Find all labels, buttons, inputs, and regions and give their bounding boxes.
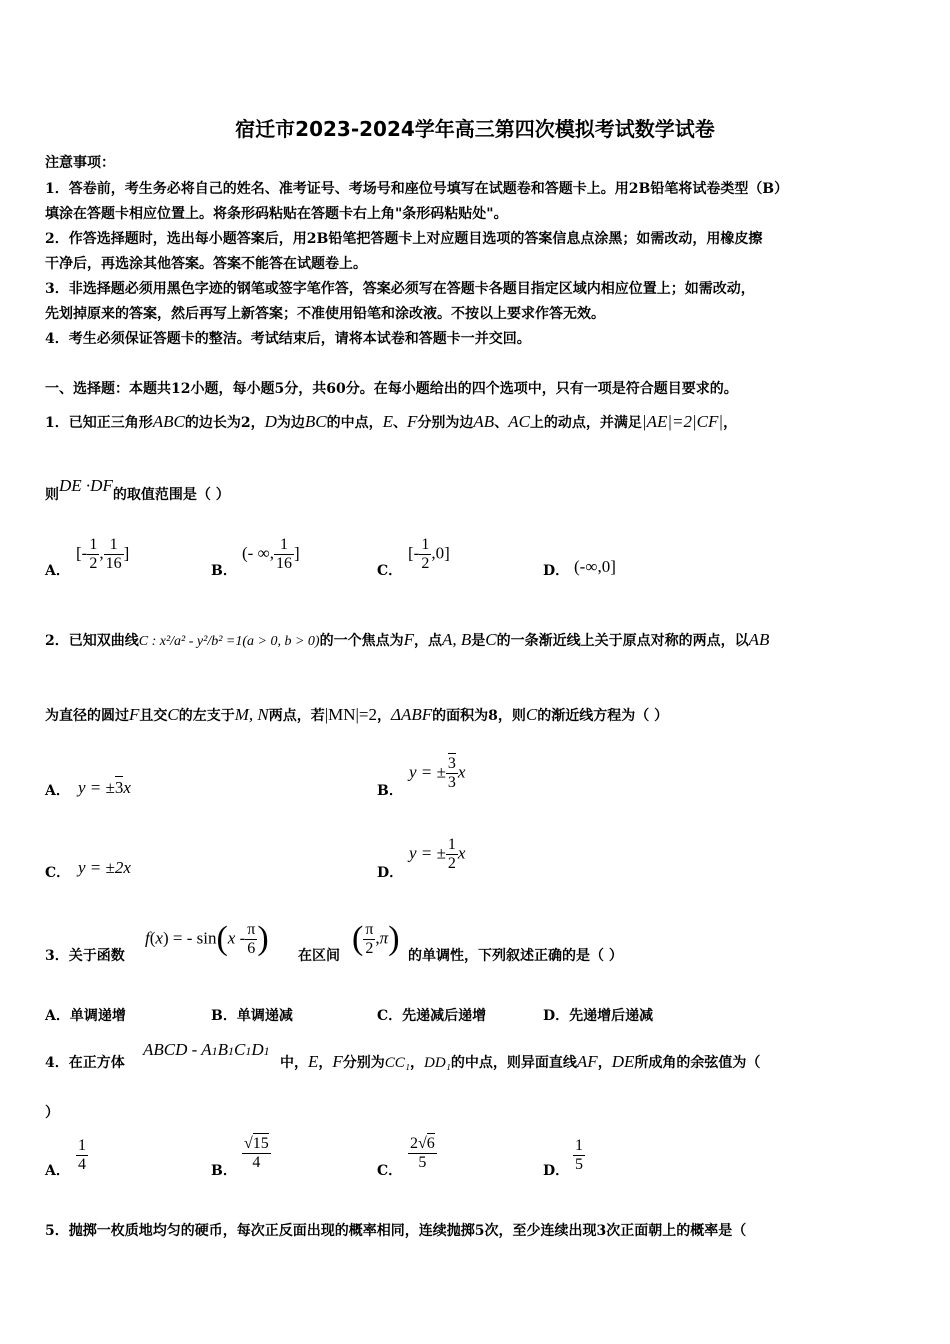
text: ( — [216, 920, 228, 957]
option-c-label: C． — [45, 865, 71, 881]
q3-function — [145, 920, 269, 958]
math: AC — [508, 412, 530, 431]
question-4-rest — [280, 1052, 760, 1072]
text: ( — [149, 928, 156, 948]
q2-option-d[interactable] — [409, 836, 465, 872]
text: 2．已知双曲线 — [45, 633, 139, 649]
text: 为直径的圆过 — [45, 708, 129, 724]
text: 为边 — [276, 415, 305, 431]
option-b-label: B． — [211, 1163, 237, 1179]
text: x — [457, 762, 466, 782]
text: [- — [408, 543, 420, 563]
frac: $\frac{1}{4}$ — [78, 1137, 86, 1173]
q3-option-b[interactable]: B．单调递减 — [211, 1008, 293, 1024]
frac: $\frac{1}{2}$ — [89, 536, 98, 572]
text: ] — [293, 543, 300, 563]
math: CC₁ — [384, 1055, 411, 1071]
text: 是 — [471, 633, 486, 649]
frac: $\frac{\pi}{2}$ — [365, 920, 374, 957]
option-a-label: A． — [45, 783, 70, 799]
frac: $\frac{2√6}{5}$ — [410, 1135, 435, 1171]
q1-option-d[interactable]: (-∞,0] — [574, 557, 616, 576]
text: , — [99, 543, 104, 563]
text: ) — [388, 920, 400, 957]
text: 4．在正方体 — [45, 1055, 125, 1071]
math: BC — [304, 412, 327, 431]
math: D — [264, 412, 277, 431]
text: ) = - sin — [162, 928, 217, 948]
notice-line: 填涂在答题卡相应位置上。将条形码粘贴在答题卡右上角"条形码粘贴处"。 — [45, 206, 508, 222]
q2-option-b[interactable] — [409, 755, 465, 791]
text: 的渐近线方程为（ ） — [537, 708, 669, 724]
text: ， — [597, 1055, 612, 1071]
math: DE — [611, 1052, 635, 1071]
text: ( — [352, 920, 364, 957]
text: y = ± — [409, 843, 446, 863]
text: 的中点，则异面直线 — [450, 1055, 577, 1071]
q2-option-a[interactable]: y = ±3x — [78, 778, 131, 797]
math: E — [308, 1052, 319, 1071]
question-1 — [45, 412, 737, 432]
text: 上的动点，并满足 — [529, 415, 642, 431]
math: C : x²/a² - y²/b² =1(a > 0, b > 0) — [138, 634, 320, 649]
q3-option-d[interactable]: D．先递增后递减 — [543, 1008, 654, 1024]
math: |MN|=2 — [324, 705, 378, 724]
math: F — [332, 1052, 343, 1071]
notice-line: 1．答卷前，考生务必将自己的姓名、准考证号、考场号和座位号填写在试题卷和答题卡上。用2B铅笔将试卷类型（B） — [45, 181, 789, 197]
option-d-label: D． — [377, 865, 404, 881]
frac: $\frac{1}{2}$ — [447, 836, 456, 872]
q3-interval — [352, 920, 400, 958]
text: y = ± — [409, 762, 446, 782]
math: M, N — [234, 705, 269, 724]
q4-option-d[interactable] — [573, 1137, 585, 1173]
text: f — [145, 928, 150, 948]
text: ， — [723, 415, 738, 431]
q1-option-c[interactable] — [408, 536, 450, 572]
q1-option-a[interactable] — [76, 536, 129, 572]
text: 3．关于函数 — [45, 948, 125, 964]
q1-option-b[interactable] — [242, 536, 300, 572]
text: , — [375, 928, 380, 948]
text: 1．已知正三角形 — [45, 415, 153, 431]
sqrt: 3 — [114, 778, 124, 797]
notice-line: 4．考生必须保证答题卡的整洁。考试结束后，请将本试卷和答题卡一并交回。 — [45, 331, 531, 347]
math: |AE|=2|CF| — [641, 412, 724, 431]
text: 的一个焦点为 — [319, 633, 404, 649]
text: ， — [318, 1055, 333, 1071]
frac: $\frac{3}{3}$ — [447, 755, 456, 791]
text: ，点 — [413, 633, 442, 649]
notice-line: 3．非选择题必须用黑色字迹的钢笔或签字笔作答，答案必须写在答题卡各题目指定区域内相应位置上；如需改动， — [45, 281, 755, 297]
q4-option-a[interactable] — [76, 1137, 88, 1173]
text: x — [155, 928, 163, 948]
text: ] — [123, 543, 130, 563]
q4-cube: ABCD - A1B1C1D1 — [143, 1040, 270, 1059]
notice-heading: 注意事项： — [45, 155, 115, 171]
math: F — [129, 705, 140, 724]
math: AB — [748, 630, 770, 649]
text: 则 — [45, 487, 59, 503]
frac: $\frac{√15}{4}$ — [244, 1135, 269, 1171]
text: ， — [410, 1055, 425, 1071]
text: x — [457, 843, 466, 863]
option-d-label: D． — [543, 563, 570, 579]
q4-option-b[interactable] — [242, 1135, 271, 1171]
q3-text: 的单调性，下列叙述正确的是（ ） — [408, 948, 623, 964]
option-d-label: D． — [543, 1163, 570, 1179]
text: ,0] — [431, 543, 450, 563]
text: 所成角的余弦值为（ — [634, 1055, 761, 1071]
math: F — [407, 412, 418, 431]
text: ， — [377, 708, 392, 724]
frac: $\frac{1}{16}$ — [275, 536, 292, 572]
text: 中， — [280, 1055, 308, 1071]
notice-line: 2．作答选择题时，选出每小题答案后，用2B铅笔把答题卡上对应题目选项的答案信息点涂黑；如需改动，用橡皮擦 — [45, 231, 763, 247]
question-4-close: ） — [45, 1105, 59, 1121]
notice-line: 先划掉原来的答案，然后再写上新答案；不准使用铅笔和涂改液。不按以上要求作答无效。 — [45, 306, 605, 322]
question-4 — [45, 1052, 125, 1072]
text: 的取值范围是（ ） — [112, 487, 230, 503]
math: C — [167, 705, 179, 724]
math: DE ·DF — [59, 476, 113, 495]
text: π — [379, 928, 389, 948]
frac: $\frac{1}{2}$ — [421, 536, 430, 572]
frac: $\frac{\pi}{6}$ — [247, 920, 256, 957]
notice-line: 干净后，再选涂其他答案。答案不能答在试题卷上。 — [45, 256, 367, 272]
q3-option-a[interactable]: A．单调递增 — [45, 1008, 126, 1024]
option-c-label: C． — [377, 563, 403, 579]
text: x - — [227, 928, 246, 948]
math: E — [382, 412, 394, 431]
frac: $\frac{1}{5}$ — [575, 1137, 583, 1173]
text: 的边长为2， — [184, 415, 265, 431]
math: ABC — [152, 412, 185, 431]
text: 的中点， — [326, 415, 383, 431]
math: F — [403, 630, 414, 649]
q3-text: 在区间 — [298, 948, 340, 964]
text: 、 — [393, 415, 408, 431]
math: AB — [473, 412, 495, 431]
option-b-label: B． — [211, 563, 237, 579]
option-c-label: C． — [377, 1163, 403, 1179]
math: C — [485, 630, 497, 649]
question-3 — [45, 945, 125, 965]
option-a-label: A． — [45, 563, 70, 579]
text: 且交 — [139, 708, 168, 724]
text: 、 — [494, 415, 509, 431]
math: A, B — [441, 630, 472, 649]
question-2-line2 — [45, 705, 668, 725]
text: 的左支于 — [178, 708, 235, 724]
math: AF — [576, 1052, 598, 1071]
text: 的面积为8，则 — [432, 708, 526, 724]
q2-option-c[interactable]: y = ±2x — [78, 858, 131, 877]
q3-option-c[interactable]: C．先递减后递增 — [377, 1008, 487, 1024]
text: 的一条渐近线上关于原点对称的两点，以 — [496, 633, 749, 649]
question-2 — [45, 630, 769, 650]
text: 分别为 — [342, 1055, 385, 1071]
question-1-line2 — [45, 476, 230, 504]
page-title: 宿迁市2023-2024学年高三第四次模拟考试数学试卷 — [235, 117, 715, 141]
text: (- ∞, — [242, 543, 274, 563]
text: 两点，若 — [268, 708, 325, 724]
option-a-label: A． — [45, 1163, 70, 1179]
math: ΔABF — [391, 705, 433, 724]
text: 分别为边 — [417, 415, 474, 431]
option-b-label: B． — [377, 783, 403, 799]
q4-option-c[interactable] — [408, 1135, 437, 1171]
text: [- — [76, 543, 88, 563]
math: DD₁ — [424, 1055, 451, 1071]
section-heading: 一、选择题：本题共12小题，每小题5分，共60分。在每小题给出的四个选项中，只有一项是符合题目要求的。 — [45, 381, 738, 397]
math: C — [525, 705, 538, 724]
question-5: 5．抛掷一枚质地均匀的硬币，每次正反面出现的概率相同，连续抛掷5次，至少连续出现3次正面朝上的概率是（ — [45, 1223, 747, 1239]
frac: $\frac{1}{16}$ — [105, 536, 122, 572]
text: ) — [257, 920, 269, 957]
